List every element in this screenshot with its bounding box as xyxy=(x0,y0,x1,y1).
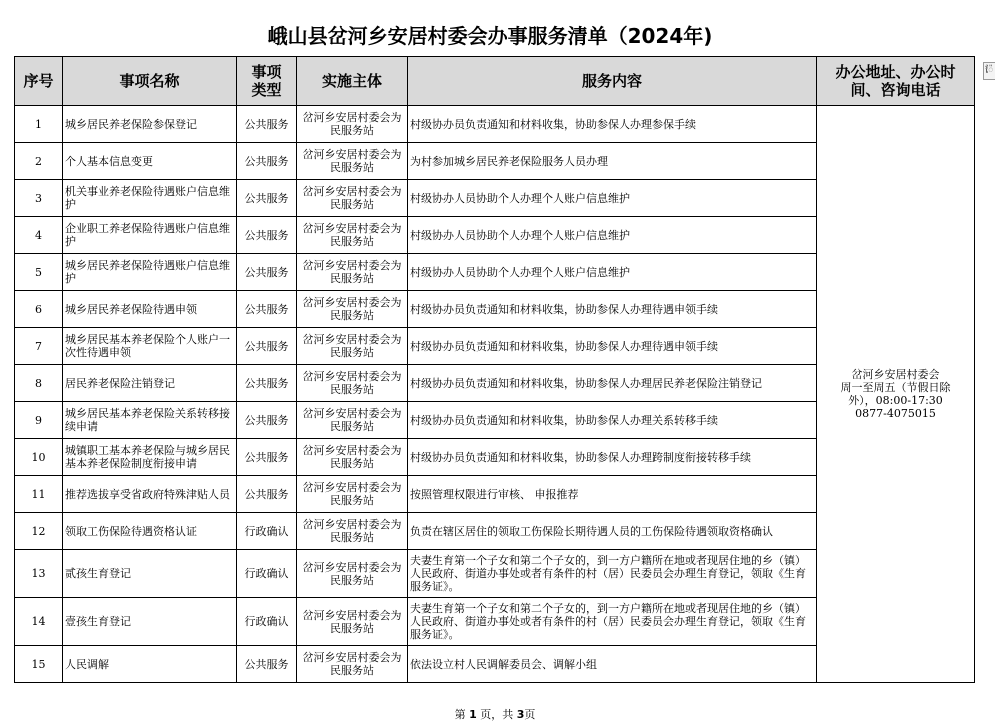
implementing-body: 岔河乡安居村委会为民服务站 xyxy=(297,550,408,598)
service-content: 村级协办员负责通知和材料收集，协助参保人办理居民养老保险注销登记 xyxy=(408,365,817,402)
service-content: 村级协办人员协助个人办理个人账户信息维护 xyxy=(408,217,817,254)
implementing-body: 岔河乡安居村委会为民服务站 xyxy=(297,217,408,254)
header-type xyxy=(237,57,297,106)
item-name: 居民养老保险注销登记 xyxy=(63,365,237,402)
item-name: 城乡居民养老保险参保登记 xyxy=(63,106,237,143)
header-row xyxy=(15,57,975,106)
row-number: 11 xyxy=(15,476,63,513)
office-address: 岔河乡安居村委会 xyxy=(851,368,940,381)
row-number: 12 xyxy=(15,513,63,550)
header-type-line2: 类型 xyxy=(251,81,282,99)
service-content: 负责在辖区居住的领取工伤保险长期待遇人员的工伤保险待遇领取资格确认 xyxy=(408,513,817,550)
office-hours-line2: 外），08:00-17:30 xyxy=(848,394,943,407)
header-type-line1: 事项 xyxy=(251,63,282,81)
item-name: 城乡居民基本养老保险关系转移接续申请 xyxy=(63,402,237,439)
item-name: 城乡居民基本养老保险个人账户一次性待遇申领 xyxy=(63,328,237,365)
service-content: 按照管理权限进行审核、 申报推荐 xyxy=(408,476,817,513)
document-title: 峨山县岔河乡安居村委会办事服务清单（2024年) xyxy=(267,24,713,48)
item-name: 人民调解 xyxy=(63,646,237,683)
item-type: 公共服务 xyxy=(237,254,297,291)
service-content: 村级协办员负责通知和材料收集，协助参保人办理参保手续 xyxy=(408,106,817,143)
service-content: 为村参加城乡居民养老保险服务人员办理 xyxy=(408,143,817,180)
row-number: 15 xyxy=(15,646,63,683)
header-name: 事项名称 xyxy=(63,57,237,106)
item-type: 公共服务 xyxy=(237,646,297,683)
item-name: 领取工伤保险待遇资格认证 xyxy=(63,513,237,550)
item-type: 公共服务 xyxy=(237,402,297,439)
item-name: 推荐选拔享受省政府特殊津贴人员 xyxy=(63,476,237,513)
row-number: 13 xyxy=(15,550,63,598)
item-type: 公共服务 xyxy=(237,365,297,402)
row-number: 6 xyxy=(15,291,63,328)
item-type: 公共服务 xyxy=(237,143,297,180)
item-name: 城乡居民养老保险待遇账户信息维护 xyxy=(63,254,237,291)
implementing-body: 岔河乡安居村委会为民服务站 xyxy=(297,180,408,217)
item-type: 公共服务 xyxy=(237,476,297,513)
row-number: 7 xyxy=(15,328,63,365)
total-pages: 3 xyxy=(516,708,525,721)
header-no: 序号 xyxy=(15,57,63,106)
row-number: 8 xyxy=(15,365,63,402)
item-name: 城乡居民养老保险待遇申领 xyxy=(63,291,237,328)
row-number: 2 xyxy=(15,143,63,180)
header-office-line1: 办公地址、办公时 xyxy=(835,63,956,81)
header-office-line2: 间、咨询电话 xyxy=(850,81,941,99)
item-type: 行政确认 xyxy=(237,598,297,646)
page-number xyxy=(0,706,990,722)
service-content: 村级协办员负责通知和材料收集，协助参保人办理跨制度衔接转移手续 xyxy=(408,439,817,476)
service-content: 夫妻生育第一个子女和第二个子女的，到一方户籍所在地或者现居住地的乡（镇）人民政府、街道办事处或者有条件的村（居）民委员会办理生育登记，领取《生育服务证》。 xyxy=(408,550,817,598)
header-org: 实施主体 xyxy=(297,57,408,106)
service-content: 村级协办员负责通知和材料收集，协助参保人办理关系转移手续 xyxy=(408,402,817,439)
page-middle: 页，共 xyxy=(480,708,514,721)
office-info xyxy=(817,106,975,683)
item-type: 公共服务 xyxy=(237,180,297,217)
item-name: 贰孩生育登记 xyxy=(63,550,237,598)
header-office xyxy=(817,57,975,106)
implementing-body: 岔河乡安居村委会为民服务站 xyxy=(297,513,408,550)
service-content: 夫妻生育第一个子女和第二个子女的，到一方户籍所在地或者现居住地的乡（镇）人民政府、街道办事处或者有条件的村（居）民委员会办理生育登记，领取《生育服务证》。 xyxy=(408,598,817,646)
row-number: 14 xyxy=(15,598,63,646)
row-number: 1 xyxy=(15,106,63,143)
row-number: 4 xyxy=(15,217,63,254)
service-content: 村级协办人员协助个人办理个人账户信息维护 xyxy=(408,180,817,217)
implementing-body: 岔河乡安居村委会为民服务站 xyxy=(297,402,408,439)
item-name: 机关事业养老保险待遇账户信息维护 xyxy=(63,180,237,217)
implementing-body: 岔河乡安居村委会为民服务站 xyxy=(297,646,408,683)
current-page: 1 xyxy=(469,708,477,721)
implementing-body: 岔河乡安居村委会为民服务站 xyxy=(297,365,408,402)
service-content: 依法设立村人民调解委员会、调解小组 xyxy=(408,646,817,683)
item-type: 公共服务 xyxy=(237,217,297,254)
table-row xyxy=(15,106,975,143)
row-number: 10 xyxy=(15,439,63,476)
page-suffix: 页 xyxy=(524,708,536,721)
service-content: 村级协办员负责通知和材料收集，协助参保人办理待遇申领手续 xyxy=(408,291,817,328)
office-hours-line1: 周一至周五（节假日除 xyxy=(840,381,951,394)
row-number: 3 xyxy=(15,180,63,217)
implementing-body: 岔河乡安居村委会为民服务站 xyxy=(297,476,408,513)
side-tab-icon[interactable]: ៉ែ xyxy=(983,62,995,80)
implementing-body: 岔河乡安居村委会为民服务站 xyxy=(297,291,408,328)
page-prefix: 第 xyxy=(454,708,466,721)
item-name: 城镇职工基本养老保险与城乡居民基本养老保险制度衔接申请 xyxy=(63,439,237,476)
service-content: 村级协办员负责通知和材料收集，协助参保人办理待遇申领手续 xyxy=(408,328,817,365)
implementing-body: 岔河乡安居村委会为民服务站 xyxy=(297,439,408,476)
implementing-body: 岔河乡安居村委会为民服务站 xyxy=(297,143,408,180)
implementing-body: 岔河乡安居村委会为民服务站 xyxy=(297,328,408,365)
item-type: 公共服务 xyxy=(237,106,297,143)
item-name: 个人基本信息变更 xyxy=(63,143,237,180)
header-content: 服务内容 xyxy=(408,57,817,106)
item-type: 行政确认 xyxy=(237,550,297,598)
service-content: 村级协办人员协助个人办理个人账户信息维护 xyxy=(408,254,817,291)
item-name: 壹孩生育登记 xyxy=(63,598,237,646)
row-number: 9 xyxy=(15,402,63,439)
implementing-body: 岔河乡安居村委会为民服务站 xyxy=(297,254,408,291)
item-name: 企业职工养老保险待遇账户信息维护 xyxy=(63,217,237,254)
office-phone: 0877-4075015 xyxy=(855,407,936,420)
item-type: 公共服务 xyxy=(237,328,297,365)
item-type: 公共服务 xyxy=(237,439,297,476)
implementing-body: 岔河乡安居村委会为民服务站 xyxy=(297,106,408,143)
service-table xyxy=(14,56,975,683)
implementing-body: 岔河乡安居村委会为民服务站 xyxy=(297,598,408,646)
item-type: 公共服务 xyxy=(237,291,297,328)
item-type: 行政确认 xyxy=(237,513,297,550)
row-number: 5 xyxy=(15,254,63,291)
